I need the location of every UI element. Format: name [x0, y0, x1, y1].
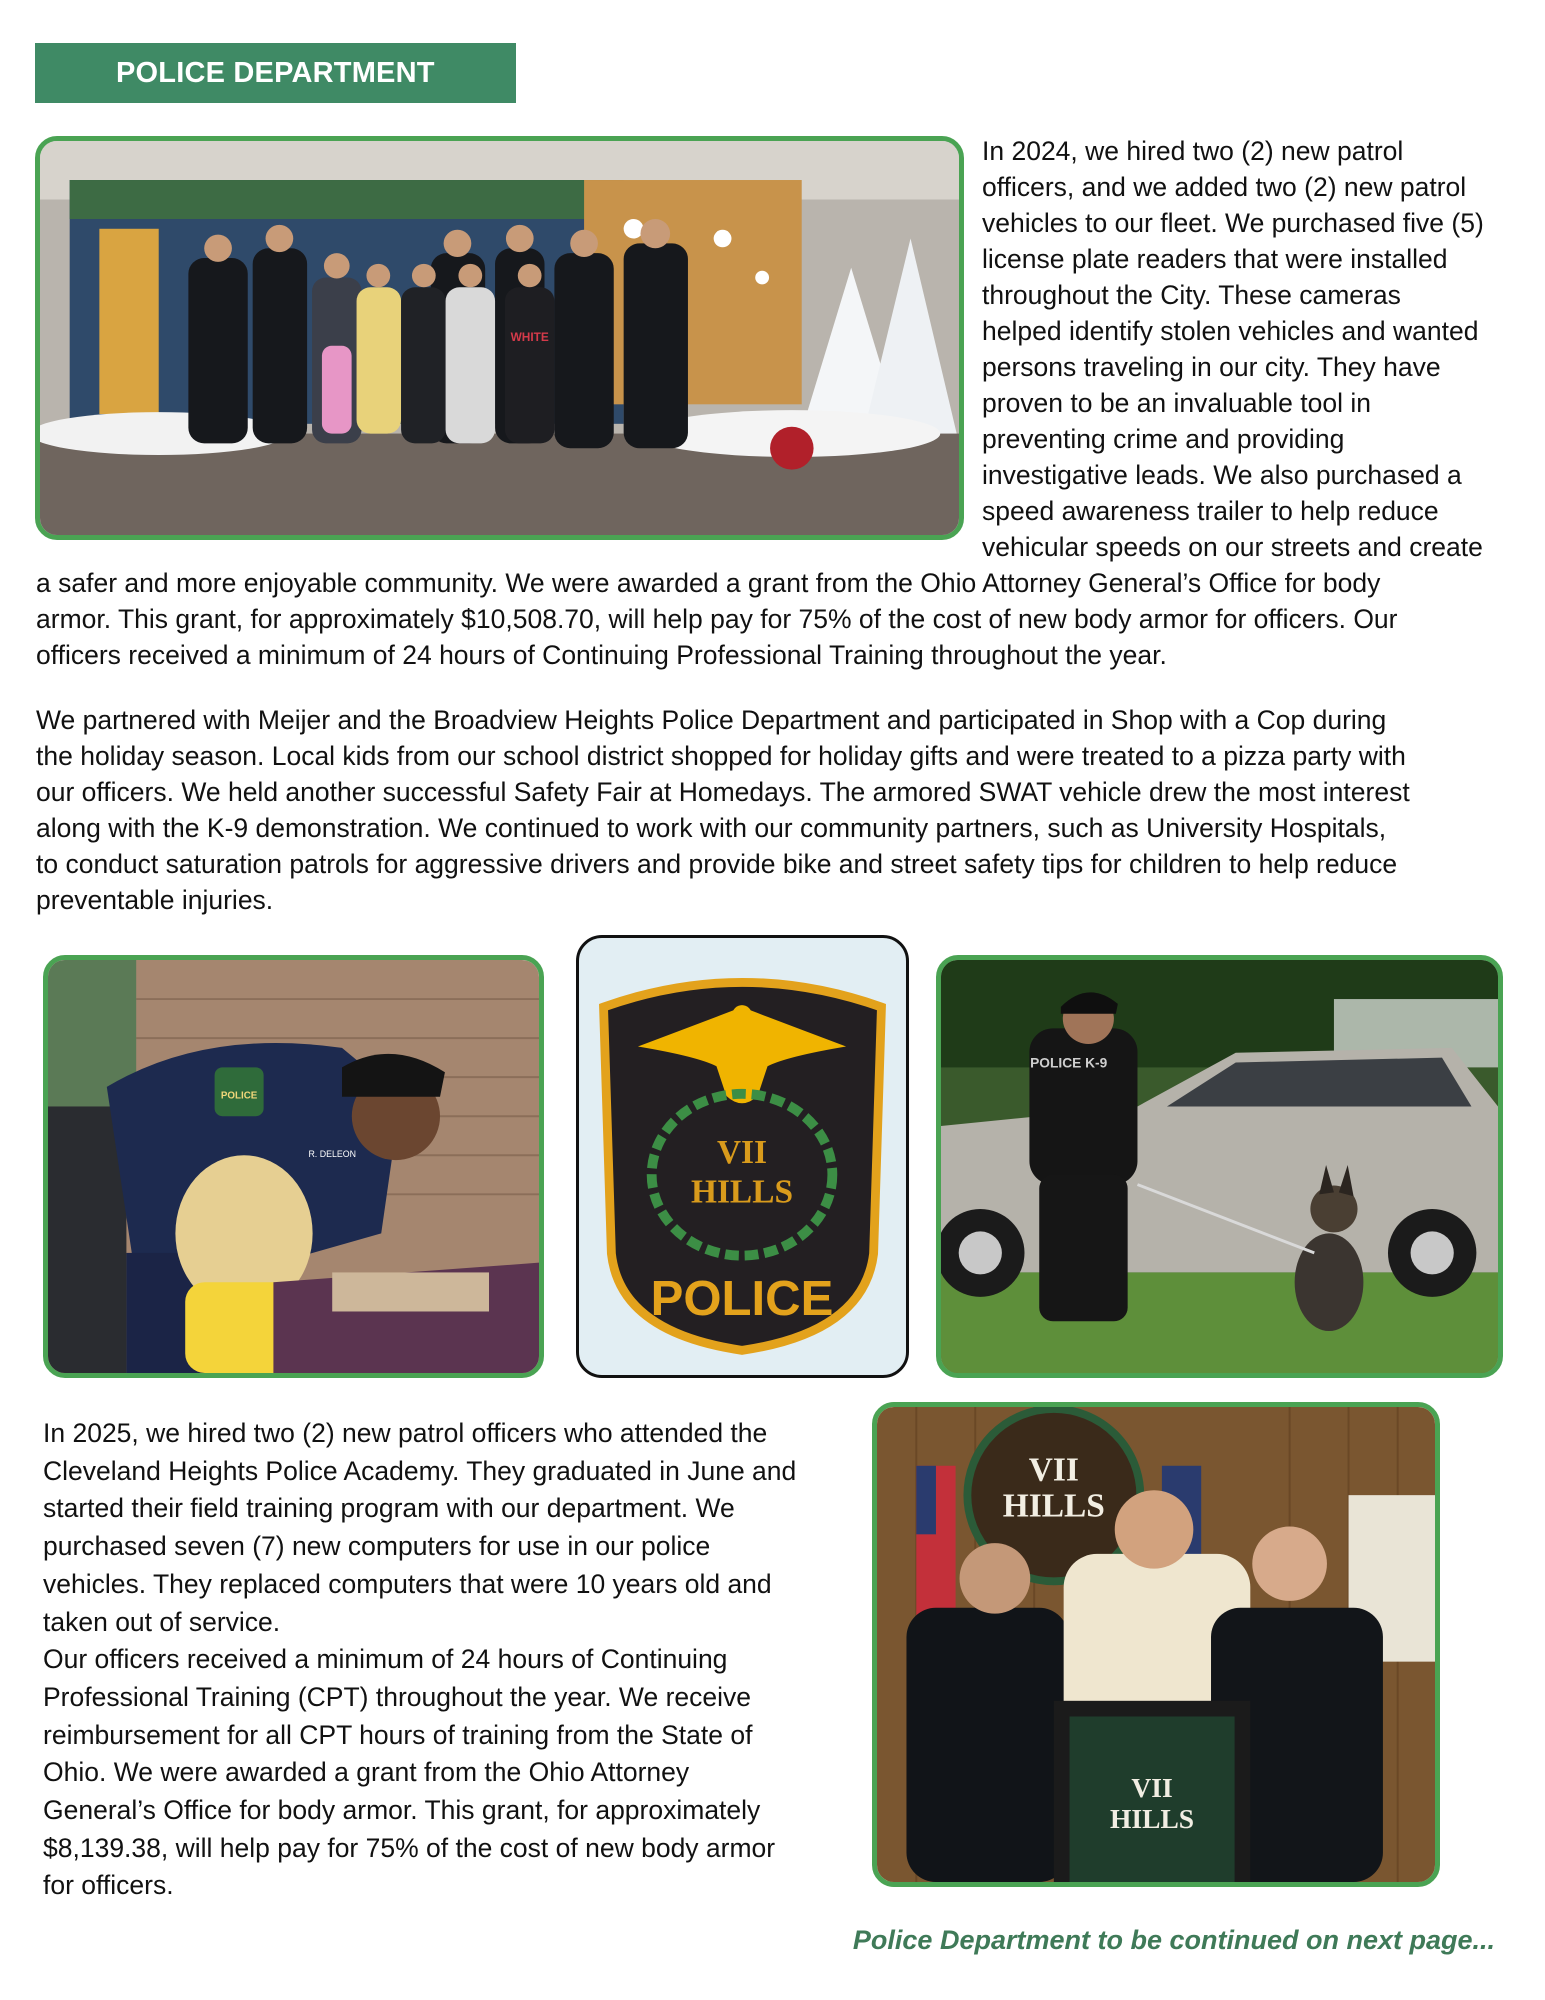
text-line: started their field training program with our department. We: [43, 1493, 735, 1524]
text-line: Cleveland Heights Police Academy. They graduated in June and: [43, 1455, 797, 1486]
text-line: taken out of service.: [43, 1606, 281, 1637]
text-line: In 2024, we hired two (2) new patrol: [982, 136, 1404, 166]
text-line: along with the K-9 demonstration. We continued to work with our community partners, such as University Hospitals,: [36, 813, 1387, 843]
badge-line2: HILLS: [690, 1173, 794, 1211]
name-tag-text: R. DELEON: [308, 1149, 356, 1160]
text-line: officers, and we added two (2) new patrol: [982, 172, 1467, 202]
text-line: $8,139.38, will help pay for 75% of the cost of new body armor: [43, 1832, 776, 1863]
text-line: Professional Training (CPT) throughout the year. We receive: [43, 1681, 751, 1712]
text-line: armor. This grant, for approximately $10,508.70, will help pay for 75% of the cost of new body armor for officers. Our: [36, 604, 1398, 634]
text-line: We partnered with Meijer and the Broadview Heights Police Department and participated in Shop with a Cop during: [36, 705, 1387, 735]
k9-demonstration-photo: [936, 955, 1503, 1378]
text-line: vehicles to our fleet. We purchased five (5): [982, 208, 1484, 238]
wall-seal-line2: HILLS: [1002, 1487, 1105, 1525]
text-line: General’s Office for body armor. This grant, for approximately: [43, 1795, 761, 1826]
k9-jacket-text: POLICE K-9: [1030, 1055, 1108, 1071]
section-title: POLICE DEPARTMENT: [116, 56, 435, 89]
text-line: license plate readers that were installed: [982, 244, 1448, 274]
text-line: persons traveling in our city. They have: [982, 352, 1441, 382]
text-line: purchased seven (7) new computers for use in our police: [43, 1531, 711, 1562]
text-line: investigative leads. We also purchased a: [982, 460, 1462, 490]
text-line: a safer and more enjoyable community. We were awarded a grant from the Ohio Attorney General’s Office for body: [36, 568, 1381, 598]
badge-line1: VII: [716, 1133, 768, 1171]
podium-seal-line1: VII: [1131, 1772, 1173, 1803]
text-line: proven to be an invaluable tool in: [982, 388, 1371, 418]
text-line: speed awareness trailer to help reduce: [982, 496, 1439, 526]
text-line: helped identify stolen vehicles and wanted: [982, 316, 1479, 346]
continued-note: Police Department to be continued on next page...: [852, 1925, 1495, 1955]
paragraph-2024-continued: [36, 565, 1516, 673]
text-line: Our officers received a minimum of 24 hours of Continuing: [43, 1644, 728, 1675]
patch-text: POLICE: [220, 1090, 258, 1102]
wall-seal-line1: VII: [1028, 1451, 1079, 1489]
shop-with-cop-group-photo: [35, 136, 964, 540]
police-badge-image: [576, 935, 909, 1378]
text-line: our officers. We held another successful Safety Fair at Homedays. The armored SWAT vehicle drew the most interest: [36, 777, 1410, 807]
text-line: preventing crime and providing: [982, 424, 1345, 454]
text-line: Ohio. We were awarded a grant from the Ohio Attorney: [43, 1757, 690, 1788]
section-header: [35, 43, 516, 103]
paragraph-community: [36, 702, 1516, 918]
text-line: for officers.: [43, 1870, 174, 1901]
text-line: throughout the City. These cameras: [982, 280, 1401, 310]
text-line: vehicular speeds on our streets and create: [982, 532, 1483, 562]
new-officers-swearing-in-photo: [872, 1402, 1440, 1887]
text-line: reimbursement for all CPT hours of training from the State of: [43, 1719, 753, 1750]
text-line: officers received a minimum of 24 hours of Continuing Professional Training throughout the year.: [36, 640, 1167, 670]
paragraph-2024-wrap: [982, 133, 1522, 565]
badge-line3: POLICE: [650, 1270, 834, 1326]
text-line: preventable injuries.: [36, 885, 274, 915]
text-line: vehicles. They replaced computers that were 10 years old and: [43, 1568, 772, 1599]
hoodie-text: WHITE: [510, 330, 549, 344]
text-line: the holiday season. Local kids from our school district shopped for holiday gifts and were treated to a pizza party with: [36, 741, 1406, 771]
text-line: In 2025, we hired two (2) new patrol officers who attended the: [43, 1418, 768, 1448]
safety-fair-fingerprinting-photo: [43, 955, 544, 1378]
paragraph-2025: [43, 1415, 863, 1905]
podium-seal-line2: HILLS: [1110, 1804, 1195, 1835]
text-line: to conduct saturation patrols for aggressive drivers and provide bike and street safety tips for children to help reduce: [36, 849, 1398, 879]
